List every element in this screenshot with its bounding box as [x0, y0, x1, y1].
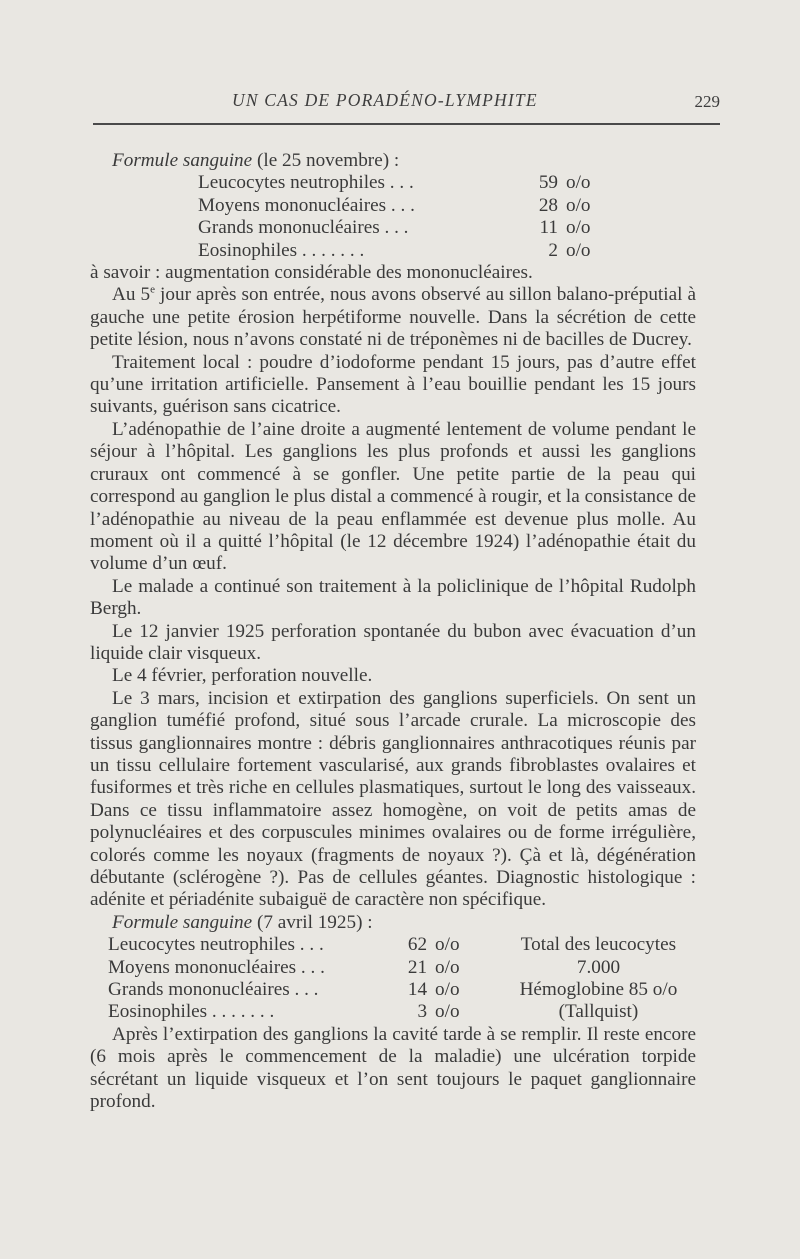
table-row: [198, 217, 626, 239]
formula1-unit: o/o: [566, 194, 591, 216]
formula2-side-note: Total des leucocytes: [520, 934, 677, 956]
formula1-value: 59: [538, 172, 558, 194]
body-text: [90, 150, 696, 1113]
running-head: [92, 90, 720, 120]
table-row: [108, 934, 696, 956]
formula2-value: 21: [407, 956, 428, 978]
running-title: UN CAS DE PORADÉNO-LYMPHITE: [232, 90, 538, 110]
paragraph: Le 12 janvier 1925 perforation spontanée du bubon avec évacuation d’un liquide clair visqueux.: [90, 620, 696, 664]
table-row: [198, 172, 626, 194]
formula2-label: Eosinophiles . . . . . . .: [108, 1001, 275, 1023]
paragraph-text: jour après son entrée, nous avons observé au sillon balano-préputial à gauche une petite érosion herpétiforme nouvelle. Dans la sécrétion de cette petite lésion, nous n’avons constaté ni de tréponèmes ni de bacilles de Ducrey.: [90, 284, 696, 351]
formula1-title-rest: (le 25 novembre) :: [252, 150, 400, 171]
formula1-label: Moyens mononucléaires . . .: [198, 194, 415, 216]
formula1-value: 28: [538, 194, 558, 216]
paragraph: Le malade a continué son traitement à la policlinique de l’hôpital Rudolph Bergh.: [90, 575, 696, 620]
formula1-unit: o/o: [566, 217, 591, 239]
formula1-table: [198, 172, 626, 262]
formula1-heading: [90, 150, 696, 172]
table-row: [108, 957, 696, 979]
formula2-side-note: Hémoglobine 85 o/o: [519, 979, 678, 1001]
ordinal-superscript: e: [150, 284, 155, 297]
formula2-label: Leucocytes neutrophiles . . .: [108, 934, 324, 956]
paragraph: Traitement local : poudre d’iodoforme pendant 15 jours, pas d’autre effet qu’une irritation artificielle. Pansement à l’eau bouillie pendant les 15 jours suivants, guérison sans cicatrice.: [90, 351, 696, 418]
paragraph: L’adénopathie de l’aine droite a augmenté lentement de volume pendant le séjour à l’hôpital. Les ganglions les plus profonds et aussi les ganglions cruraux ont commencé à se gonfler. Une petite partie de la peau qui correspond au ganglion le plus distal a commencé à rougir, et la consistance de l’adénopathie au niveau de la peau enflammée est devenue plus molle. Au moment où il a quitté l’hôpital (le 12 décembre 1924) l’adénopathie était du volume d’un œuf.: [90, 418, 696, 575]
formula2-value: 62: [407, 934, 428, 956]
paragraph-final: Après l’extirpation des ganglions la cavité tarde à se remplir. Il reste encore (6 mois après le commencement de la maladie) une ulcération torpide sécrétant un liquide visqueux et l’on sent toujours le paquet ganglionnaire profond.: [90, 1023, 696, 1113]
formula2-side-note: 7.000: [576, 956, 621, 978]
page-number: 229: [694, 92, 720, 111]
formula2-side-note: (Tallquist): [558, 1001, 639, 1023]
paragraph: Le 3 mars, incision et extirpation des ganglions superficiels. On sent un ganglion tuméfié profond, situé sous l’arcade crurale. La microscopie des tissus ganglionnaires montre : débris ganglionnaires anthracotiques réunis par un tissu cellulaire fortement vascularisé, aux grands fibroblastes ovalaires et fusiformes et très riche en cellules plasmatiques, surtout le long des vaisseaux. Dans ce tissu inflammatoire assez homogène, on voit de petits amas de polynucléaires et des corpuscules minimes ovalaires ou de forme irrégulière, colorés comme les noyaux (fragments de noyaux ?). Çà et là, dégénération débutante (sclérogène ?). Pas de cellules géantes. Diagnostic histologique : adénite et périadénite subaiguë de caractère non spécifique.: [90, 687, 696, 911]
formula2-table: [108, 934, 696, 1024]
formula1-label: Leucocytes neutrophiles . . .: [198, 172, 414, 194]
table-row: [108, 979, 696, 1001]
table-row: [198, 240, 626, 262]
header-rule: [93, 123, 720, 125]
table-row: [108, 1001, 696, 1023]
paragraph: Le 4 février, perforation nouvelle.: [112, 665, 373, 687]
formula1-title-italic: Formule sanguine: [112, 150, 253, 171]
formula2-label: Grands mononucléaires . . .: [108, 979, 319, 1001]
formula2-value: 14: [407, 979, 428, 1001]
formula2-title-italic: Formule sanguine: [112, 911, 253, 933]
formula1-value: 2: [548, 239, 558, 261]
formula1-label: Grands mononucléaires . . .: [198, 217, 409, 239]
table-row: [198, 195, 626, 217]
formula1-label: Eosinophiles . . . . . . .: [198, 239, 365, 261]
formula2-label: Moyens mononucléaires . . .: [108, 956, 325, 978]
formula2-title-rest: (7 avril 1925) :: [252, 911, 373, 933]
formula2-unit: o/o: [435, 934, 460, 956]
formula1-unit: o/o: [566, 239, 591, 261]
formula2-unit: o/o: [435, 956, 460, 978]
formula2-unit: o/o: [435, 1001, 460, 1023]
formula1-conclusion: à savoir : augmentation considérable des mononucléaires.: [90, 262, 533, 284]
formula2-value: 3: [417, 1001, 428, 1023]
paragraph-text: Au 5: [112, 284, 151, 306]
paragraph: [90, 284, 696, 351]
formula2-heading: [90, 912, 696, 934]
formula1-value: 11: [539, 217, 558, 239]
formula2-unit: o/o: [435, 979, 460, 1001]
formula1-unit: o/o: [566, 172, 591, 194]
